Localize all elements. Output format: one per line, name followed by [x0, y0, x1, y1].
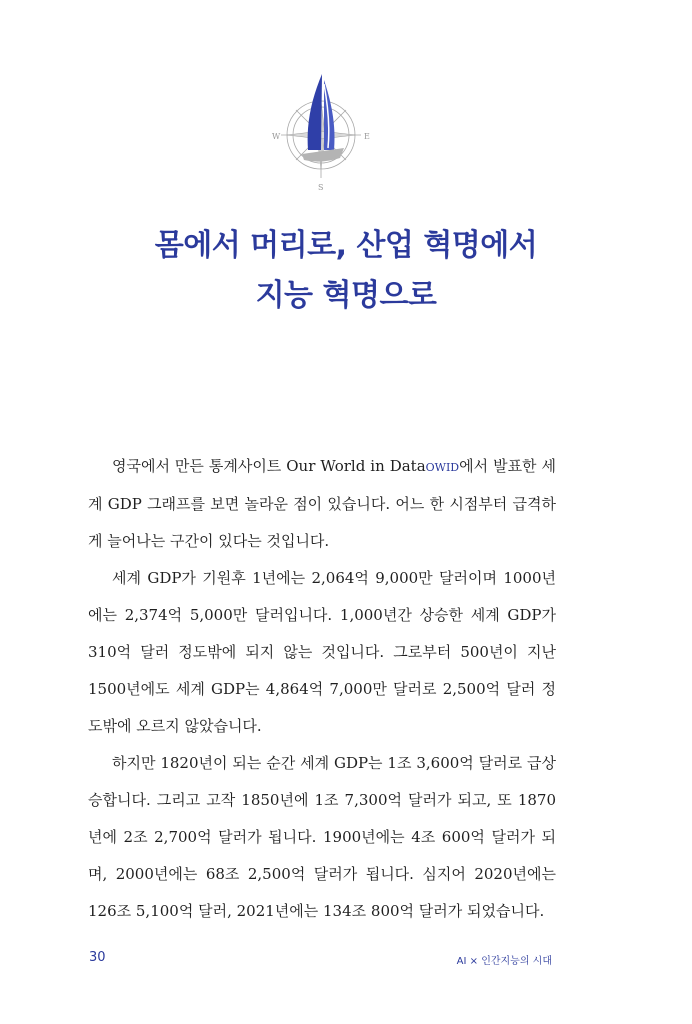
chapter-title-line-1: 몸에서 머리로, 산업 혁명에서 [154, 228, 538, 263]
body-text [88, 448, 556, 930]
running-book-title: AI × 인간지능의 시대 [456, 956, 552, 967]
paragraph-2: 세계 GDP가 기원후 1년에는 2,064억 9,000만 달러이며 1000년에는 2,374억 5,000만 달러입니다. 1,000년간 상승한 세계 GDP가 310억 달러 정도밖에 되지 않는 것입니다. 그로부터 500년이 지난 1500년에도 세계 GDP는 4,864억 7,000만 달러로 2,500억 달러 정도밖에 오르지 않았습니다. [88, 569, 556, 735]
owid-annotation: OWID [425, 461, 460, 474]
page-number: 30 [89, 950, 106, 965]
chapter-title-line-2: 지능 혁명으로 [255, 278, 437, 313]
compass-south-label: S [318, 183, 324, 192]
paragraph-1 [88, 448, 556, 560]
compass-sailboat-icon [266, 70, 376, 195]
compass-east-label: E [364, 132, 370, 141]
paragraph-3: 하지만 1820년이 되는 순간 세계 GDP는 1조 3,600억 달러로 급상승합니다. 그리고 고작 1850년에 1조 7,300억 달러가 되고, 또 1870년에 2조 2,700억 달러가 됩니다. 1900년에는 4조 600억 달러가 되며, 2000년에는 68조 2,500억 달러가 됩니다. 심지어 2020년에는 126조 5,100억 달러, 2021년에는 134조 800억 달러가 되었습니다. [88, 754, 556, 920]
paragraph-1-end: 에서 발표한 세계 GDP 그래프를 보면 놀라운 점이 있습니다. 어느 한 시점부터 급격하게 늘어나는 구간이 있다는 것입니다. [88, 457, 556, 550]
compass-west-label: W [272, 132, 281, 141]
paragraph-1-start: 영국에서 만든 통계사이트 Our World in Data [112, 457, 426, 475]
